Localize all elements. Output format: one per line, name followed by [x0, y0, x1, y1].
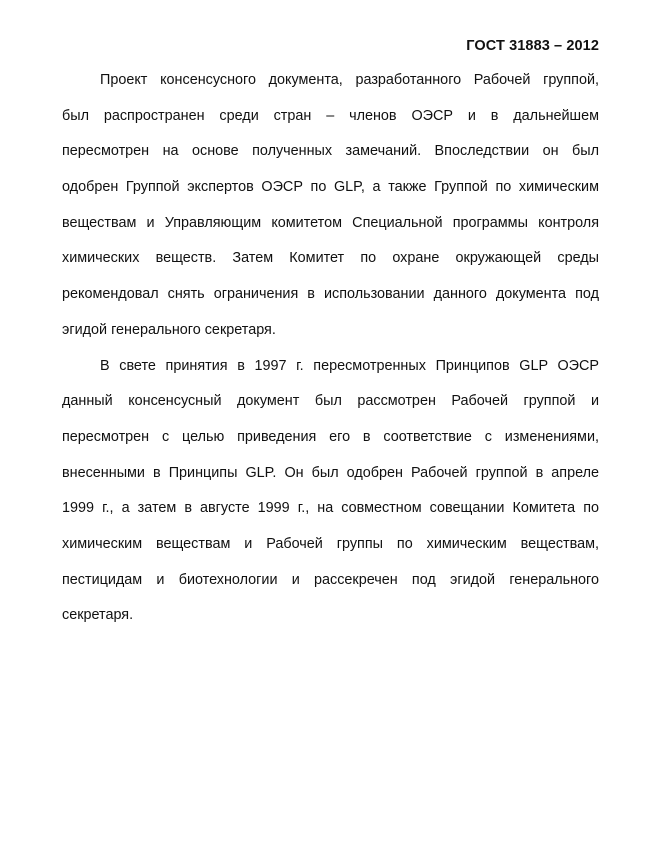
paragraph-line: химическим веществам и Рабочей группы по химическим веществам,	[62, 535, 599, 552]
paragraph-line: химических веществ. Затем Комитет по охране окружающей среды	[62, 250, 599, 267]
paragraph-1	[62, 63, 599, 349]
paragraph-line: пересмотрен на основе полученных замечаний. Впоследствии он был	[62, 143, 599, 160]
paragraph-line: внесенными в Принципы GLP. Он был одобрен Рабочей группой в апреле	[62, 464, 599, 481]
paragraph-line: эгидой генерального секретаря.	[62, 321, 276, 338]
paragraph-line: Проект консенсусного документа, разработанного Рабочей группой,	[100, 72, 599, 88]
paragraph-line: В свете принятия в 1997 г. пересмотренных Принципов GLP ОЭСР	[100, 357, 599, 374]
paragraph-line: пестицидам и биотехнологии и рассекречен под эгидой генерального	[62, 571, 599, 588]
paragraph-line: пересмотрен с целью приведения его в соответствие с изменениями,	[62, 428, 599, 445]
paragraph-2	[62, 349, 599, 635]
paragraph-line: данный консенсусный документ был рассмотрен Рабочей группой и	[62, 393, 599, 410]
paragraph-line: 1999 г., а затем в августе 1999 г., на совместном совещании Комитета по	[62, 500, 599, 517]
paragraph-line: был распространен среди стран – членов ОЭСР и в дальнейшем	[62, 107, 599, 124]
paragraph-line: секретаря.	[62, 607, 134, 624]
standard-number: ГОСТ 31883 – 2012	[466, 38, 599, 54]
document-body	[62, 63, 599, 634]
paragraph-line: рекомендовал снять ограничения в использовании данного документа под	[62, 286, 599, 303]
paragraph-line: одобрен Группой экспертов ОЭСР по GLP, а также Группой по химическим	[62, 179, 599, 196]
paragraph-line: веществам и Управляющим комитетом Специальной программы контроля	[62, 214, 599, 231]
